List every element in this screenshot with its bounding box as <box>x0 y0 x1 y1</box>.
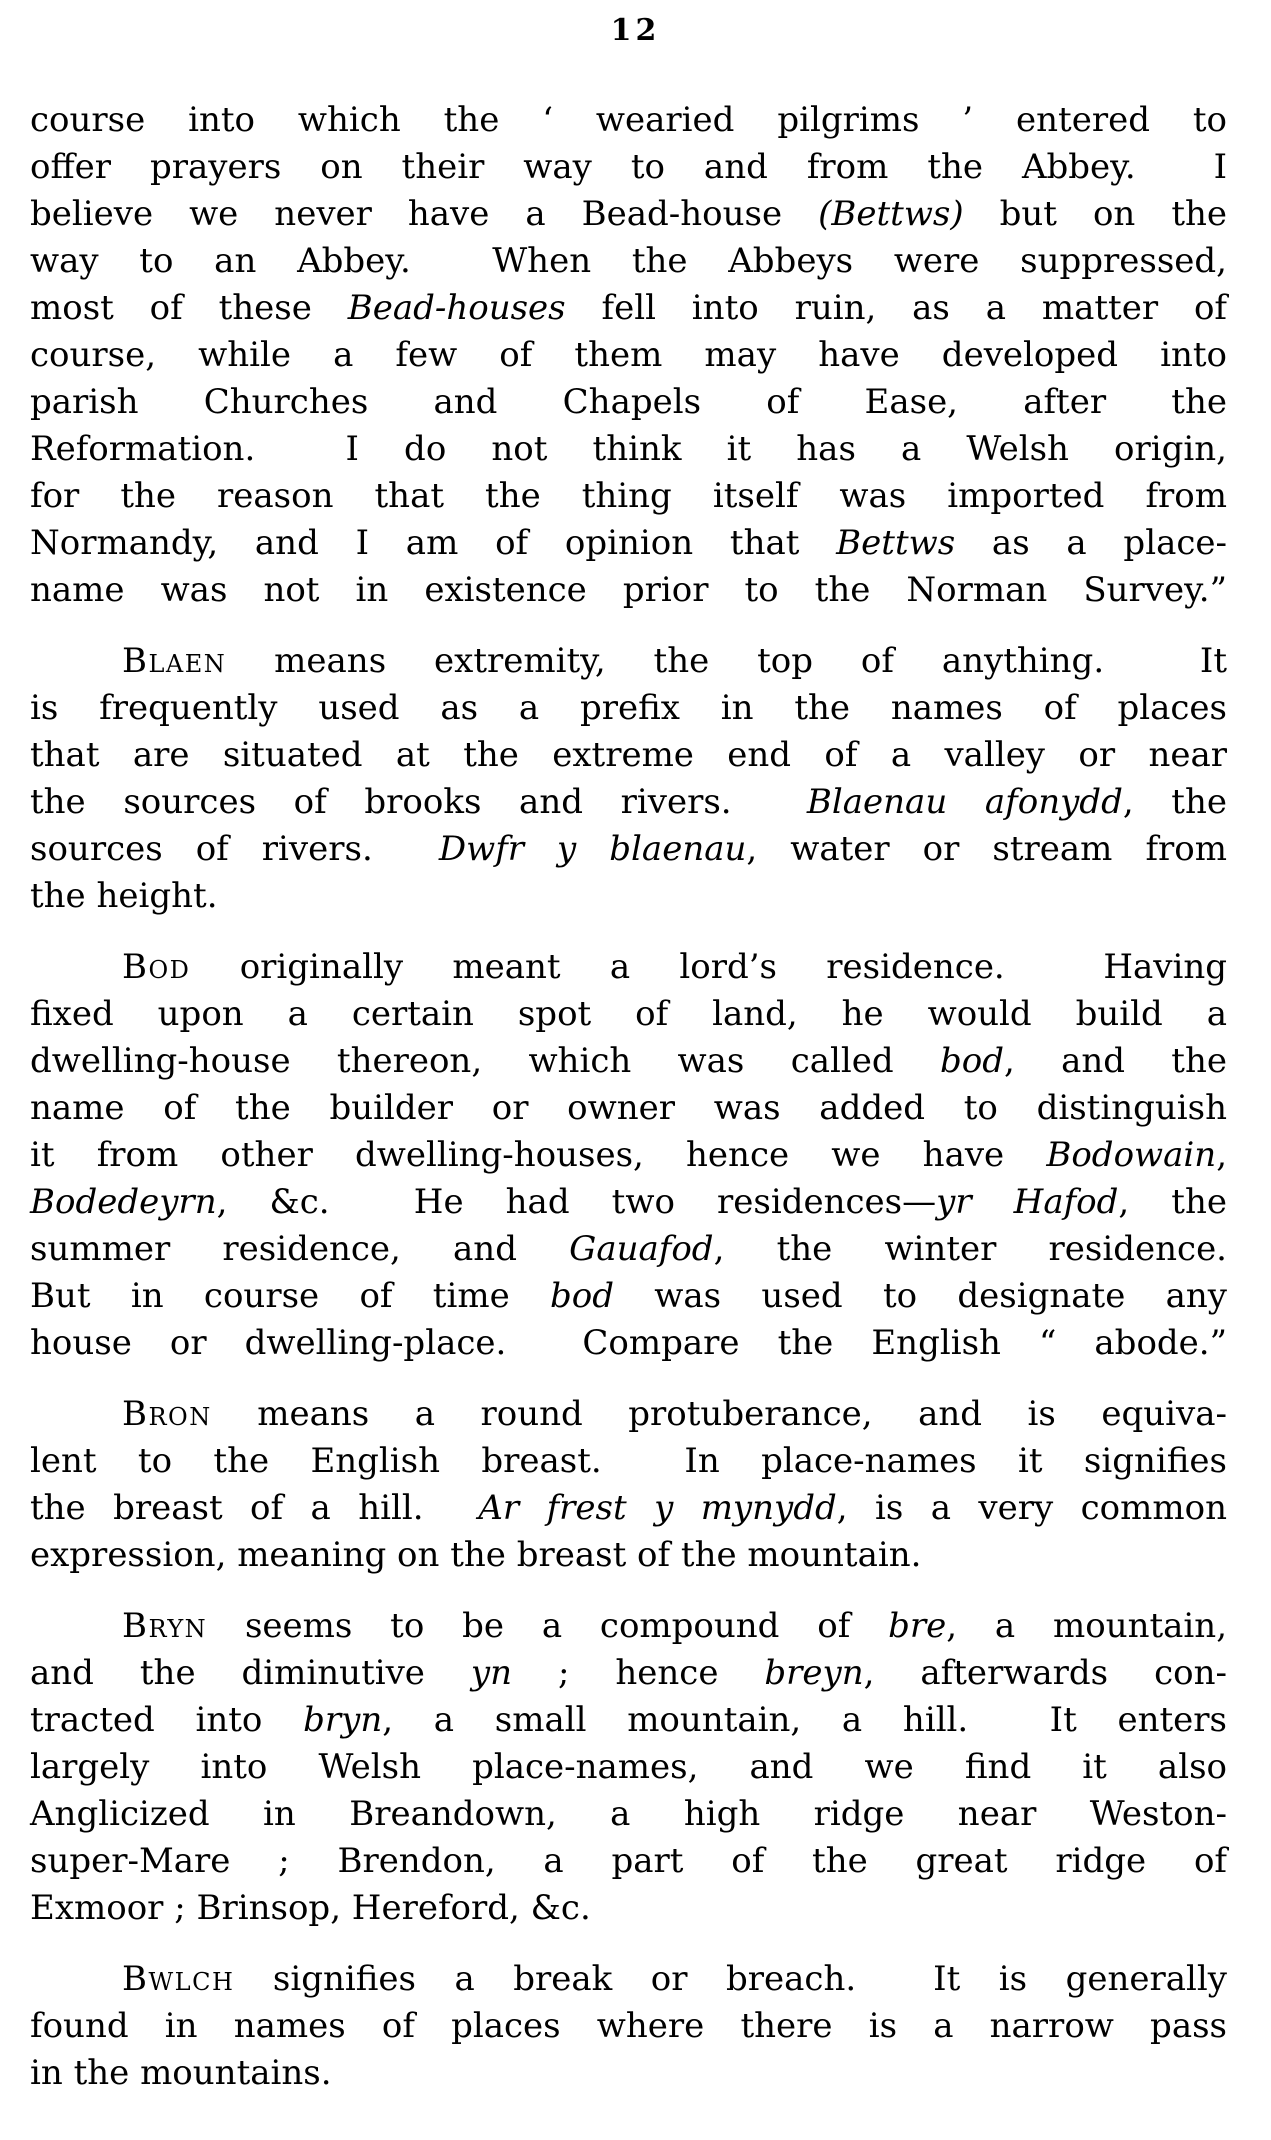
page-number: 12 <box>610 13 661 48</box>
body-text: , a small mountain, a hill. It enters <box>382 1700 1227 1740</box>
italic-term: (Bettws) <box>818 194 964 234</box>
italic-term: bod <box>939 1041 1004 1081</box>
body-text: in the mountains. <box>30 2053 332 2093</box>
body-text: as a place- <box>955 523 1227 563</box>
body-text: , water or stream from <box>746 829 1227 869</box>
text-line <box>30 944 1227 991</box>
body-text: , the <box>1118 1182 1227 1222</box>
body-text: fell into ruin, as a matter of <box>565 288 1227 328</box>
text-line <box>30 1838 1227 1885</box>
italic-term: Bettws <box>836 523 956 563</box>
headword-smallcaps: Bron <box>122 1394 212 1434</box>
body-text: course, while a few of them may have developed into <box>30 335 1227 375</box>
body-text: originally meant a lord’s residence. Having <box>190 947 1227 987</box>
body-text: it from other dwelling-houses, hence we have <box>30 1135 1047 1175</box>
body-text: super-Mare ; Brendon, a part of the great ridge of <box>30 1841 1227 1881</box>
headword-smallcaps: Bryn <box>122 1606 208 1646</box>
body-text: name was not in existence prior to the Norman Survey.” <box>30 570 1227 610</box>
text-line <box>30 779 1227 826</box>
text-line <box>30 379 1227 426</box>
body-text: , <box>1216 1135 1227 1175</box>
text-line <box>30 1956 1227 2003</box>
body-text: , afterwards con- <box>863 1653 1227 1693</box>
text-line <box>30 1179 1227 1226</box>
text-line <box>30 685 1227 732</box>
italic-term: yn <box>470 1653 512 1693</box>
text-line <box>30 1485 1227 1532</box>
body-text: sources of rivers. <box>30 829 439 869</box>
text-line <box>30 191 1227 238</box>
body-text: and the diminutive <box>30 1653 471 1693</box>
italic-term: Gauafod <box>569 1229 714 1269</box>
italic-term: bryn <box>303 1700 383 1740</box>
headword-smallcaps: Bod <box>122 947 191 987</box>
body-text: largely into Welsh place-names, and we find it also <box>30 1747 1227 1787</box>
italic-term: Bodedeyrn <box>30 1182 217 1222</box>
body-text: the height. <box>30 876 218 916</box>
italic-term: Ar frest y mynydd <box>478 1488 837 1528</box>
body-text: tracted into <box>30 1700 304 1740</box>
paragraph <box>30 1391 1227 1579</box>
body-text: offer prayers on their way to and from the Abbey. I <box>30 147 1227 187</box>
paragraph <box>30 1603 1227 1932</box>
body-text: that are situated at the extreme end of a valley or near <box>30 735 1227 775</box>
text-line <box>30 991 1227 1038</box>
text-line <box>30 144 1227 191</box>
body-text: house or dwelling-place. Compare the English “ abode.” <box>30 1323 1227 1363</box>
italic-term: breyn <box>764 1653 864 1693</box>
headword-smallcaps: Bwlch <box>122 1959 235 1999</box>
body-text: , the <box>1122 782 1227 822</box>
text-line <box>30 826 1227 873</box>
body-text: is frequently used as a prefix in the names of places <box>30 688 1227 728</box>
italic-term: Bead-houses <box>347 288 566 328</box>
text-line <box>30 1885 1227 1932</box>
text-line <box>30 732 1227 779</box>
body-text: But in course of time <box>30 1276 550 1316</box>
text-body <box>30 97 1227 2097</box>
text-line <box>30 1697 1227 1744</box>
paragraph <box>30 97 1227 614</box>
text-line <box>30 1132 1227 1179</box>
italic-term: Blaenau afonydd <box>806 782 1123 822</box>
body-text: for the reason that the thing itself was imported from <box>30 476 1227 516</box>
text-line <box>30 1273 1227 1320</box>
text-line <box>30 1438 1227 1485</box>
text-line <box>30 1603 1227 1650</box>
text-line <box>30 638 1227 685</box>
body-text: expression, meaning on the breast of the mountain. <box>30 1535 922 1575</box>
paragraph <box>30 944 1227 1367</box>
text-line <box>30 1085 1227 1132</box>
body-text: fixed upon a certain spot of land, he would build a <box>30 994 1227 1034</box>
body-text: Reformation. I do not think it has a Welsh origin, <box>30 429 1227 469</box>
text-line <box>30 332 1227 379</box>
text-line <box>30 1038 1227 1085</box>
text-line <box>30 426 1227 473</box>
italic-term: yr Hafod <box>936 1182 1119 1222</box>
text-line <box>30 285 1227 332</box>
body-text: ; hence <box>512 1653 765 1693</box>
text-line <box>30 1791 1227 1838</box>
body-text: , the winter residence. <box>713 1229 1227 1269</box>
text-line <box>30 1744 1227 1791</box>
body-text: Normandy, and I am of opinion that <box>30 523 837 563</box>
text-line <box>30 238 1227 285</box>
body-text: believe we never have a Bead-house <box>30 194 819 234</box>
body-text: most of these <box>30 288 348 328</box>
body-text: name of the builder or owner was added to distinguish <box>30 1088 1227 1128</box>
italic-term: Dwfr y blaenau <box>438 829 747 869</box>
text-line <box>30 1226 1227 1273</box>
headword-smallcaps: Blaen <box>122 641 227 681</box>
body-text: seems to be a compound of <box>207 1606 889 1646</box>
body-text: but on the <box>963 194 1227 234</box>
text-line <box>30 873 1227 920</box>
body-text: Anglicized in Breandown, a high ridge near Weston- <box>30 1794 1227 1834</box>
body-text: course into which the ‘ wearied pilgrims ’ entered to <box>30 100 1227 140</box>
text-line <box>30 2003 1227 2050</box>
body-text: means extremity, the top of anything. It <box>226 641 1227 681</box>
body-text: parish Churches and Chapels of Ease, after the <box>30 382 1227 422</box>
body-text: , and the <box>1003 1041 1227 1081</box>
text-line <box>30 567 1227 614</box>
body-text: signifies a break or breach. It is generally <box>234 1959 1227 1999</box>
body-text: Exmoor ; Brinsop, Hereford, &c. <box>30 1888 591 1928</box>
italic-term: bre <box>888 1606 947 1646</box>
italic-term: Bodowain <box>1046 1135 1217 1175</box>
body-text: , a mountain, <box>946 1606 1228 1646</box>
text-line <box>30 2050 1227 2097</box>
text-line <box>30 1320 1227 1367</box>
body-text: was used to designate any <box>614 1276 1227 1316</box>
text-line <box>30 1391 1227 1438</box>
body-text: lent to the English breast. In place-names it signifies <box>30 1441 1227 1481</box>
body-text: means a round protuberance, and is equiva- <box>211 1394 1227 1434</box>
italic-term: bod <box>550 1276 614 1316</box>
text-line <box>30 520 1227 567</box>
paragraph <box>30 638 1227 920</box>
body-text: , &c. He had two residences— <box>216 1182 937 1222</box>
body-text: , is a very common <box>836 1488 1227 1528</box>
text-line <box>30 1532 1227 1579</box>
body-text: found in names of places where there is a narrow pass <box>30 2006 1227 2046</box>
body-text: the sources of brooks and rivers. <box>30 782 807 822</box>
text-line <box>30 97 1227 144</box>
body-text: summer residence, and <box>30 1229 570 1269</box>
body-text: the breast of a hill. <box>30 1488 479 1528</box>
body-text: way to an Abbey. When the Abbeys were suppressed, <box>30 241 1227 281</box>
text-line <box>30 473 1227 520</box>
text-line <box>30 1650 1227 1697</box>
body-text: dwelling-house thereon, which was called <box>30 1041 940 1081</box>
paragraph <box>30 1956 1227 2097</box>
